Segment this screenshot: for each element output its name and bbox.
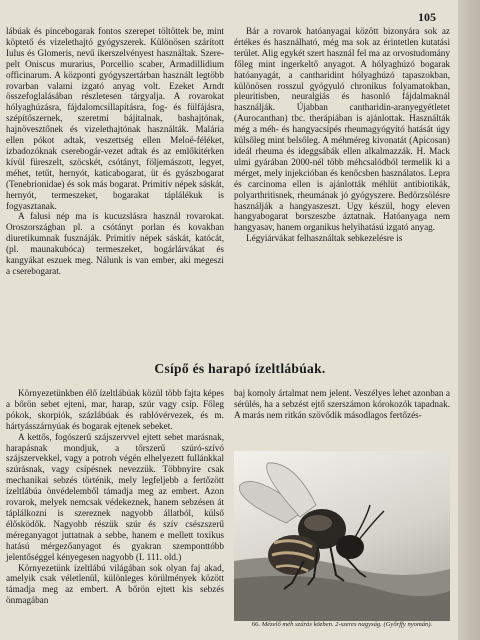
paragraph: Környezetünkben élő ízeltlábúak közül több fajta képes a bőrön sebet ejteni, mar, harap, szúr vagy csíp. Főleg pókok, skorpiók, százlábúak és rablóvérvezek, és m. hártyásszárnyúak és bogarak ejtenek sebeket. bbox=[6, 388, 224, 431]
paragraph: lábúak és pincebogarak fontos szerepet töltöttek be, mint köptető és vizelethajtó gyógyszerek. Különösen szárított Iulus és Glomeris, nevű ikerszelvényest használtak. Szerepelt Oniscus murarius, Porcellio scaber, Armadillidium officinarum. A központi gyógyszertárban használt legtöbb rovarban valami izgató anyag volt. Ezeket Arndt összefoglalásában részletesen tárgyalja. A rovarokat hólyaghúzásra, fájdalomcsillapításra, fog- és fülfájásra, szépítőszernek, szeretmi bájitalnak, bashajtónak, hajnövesztőnek és vizelethajtónak használták. Malária ellen pókot adtak, veszettség ellen Meloë-féléket, ízbadozóknak cserebogár-vezet adtak és az emlőkitérken kívül füreszelt, szöcskét, csótányt, följemászott, legyet, méhet, tetűt, hernyót, katicabogarat, üt és gyászbogarat (Tenebrionidae) és sok más bogarat. Primitív népek sáskát, hernyót, termeszeket, bogarakat táplálékuk is fogyasztanak. bbox=[6, 26, 224, 211]
figure-caption bbox=[234, 621, 450, 629]
paragraph: Légyiárvákat felhasználtak sebkezelésre is bbox=[246, 233, 403, 244]
column-bottom-right bbox=[234, 388, 450, 421]
page-edge bbox=[458, 0, 480, 640]
figure-number: 66. bbox=[251, 621, 261, 628]
bee-icon bbox=[234, 451, 450, 621]
paragraph: Környezetünk ízeltlábú világában sok olyan faj akad, amelyik csak véletlenül, különleges körülmények között támadja meg az embert. A bőrön ejtett kis sebzés önmagában bbox=[6, 562, 224, 606]
paragraph: baj komoly ártalmat nem jelent. Veszélyes lehet azonban a sérülés, ha a sebzést ejtő szerszámon kórokozók tapadnak. A marás nem ritkán szövődik másodlagos fertőzés- bbox=[234, 388, 450, 420]
column-top-left bbox=[6, 26, 224, 277]
page-number: 105 bbox=[418, 10, 436, 24]
paragraph: A falusi nép ma is kucuzslásra használ rovarokat. Oroszországban pl. a csótányt porlan és kovakban diuretikumnak fusznáják. Primitív népek sáskát, katócát, (pl. maunakubóca) termeszeket, bogárlárvákat és kangyákat eszuek meg. Nálunk is van ember, aki megeszi a cserebogarat. bbox=[6, 211, 224, 276]
figure-caption-text: Mézelő méh szúrás közben. 2-szeres nagyság. (Győrffy nyomán). bbox=[261, 621, 433, 628]
paragraph: A kettős, fogószerű szájszervvel ejtett sebet marásnak, harapásnak mondjuk, a tőrszerű szúró-szívó szájszervekkel, vagy a potroh végén elhelyezett fullánkkal szúrásnak, vagy csípésnek nevezzük. Többnyire csak mechanikai sebzés történik, mely legfeljebb a fertőzött ízeltlábúa önvédelemből támadja meg az embert. Azon rovarok, melyek nemcsak védekeznek, hanem sebzésen át táplálkozni is szereznek nagyobb állatból, külső élősködők. Nagyobb részük szúr és szív csészszerű méreganyagot juttatnak a sebbe, hanem e mellett toxikus hatású mérgezőanyagot és gyakran szemponttóbb jelentőséggel kényegesen nagyobb (I. 111. old.) bbox=[6, 431, 224, 562]
bee-photo bbox=[234, 451, 450, 621]
paragraph: Bár a rovarok hatóanyagai között bizonyára sok az értékes és használható, még ma sok az érintetlen kutatási terület. Alig egykét szert használ fel ma az orvostudomány főleg mint ingerkeltő anyagot. A hólyaghúzó bogarak hatóanyagát, a cantharidint hólyaghúzó tapaszokban, különösen rosszul gyógyuló chronikus folyamatokban, pleuritisben, neuralgiás és hasonló fájdalmaknál használják. Újabban cantharidin-aranyegyétletet (Aurocanthan) tbc. therápiában is ajánlottak. Használták még a méh- és hangyacsípés rheumagyógyító hatását úgy külsőleg mint belsőleg. A méhméreg kivonatát (Apicosan) ideál rheuma és ideggsábák ellen alkalmazzák. H. Mack ulmi gyárában 2000-nél több méhcsalódból termelik ki a mérget, mely injekcióban és kenőcsben használatos. Lepra és carcinoma ellen is ajánlották méhlüt antibiotikák, polyarthritisnek, rheumának jó gyógyszere. Bedörzsölésre használják a hangyaszeszt. Ugy készül, hogy eleven hangyabogarat borszeszbe áztatnak. Hatóanyaga nem hangyasav, hanem organikus helyihatású izgató anyag. bbox=[234, 26, 450, 233]
section-heading: Csípő és harapó ízeltlábúak. bbox=[154, 361, 326, 376]
column-bottom-left bbox=[6, 388, 224, 606]
column-top-right bbox=[234, 26, 450, 244]
